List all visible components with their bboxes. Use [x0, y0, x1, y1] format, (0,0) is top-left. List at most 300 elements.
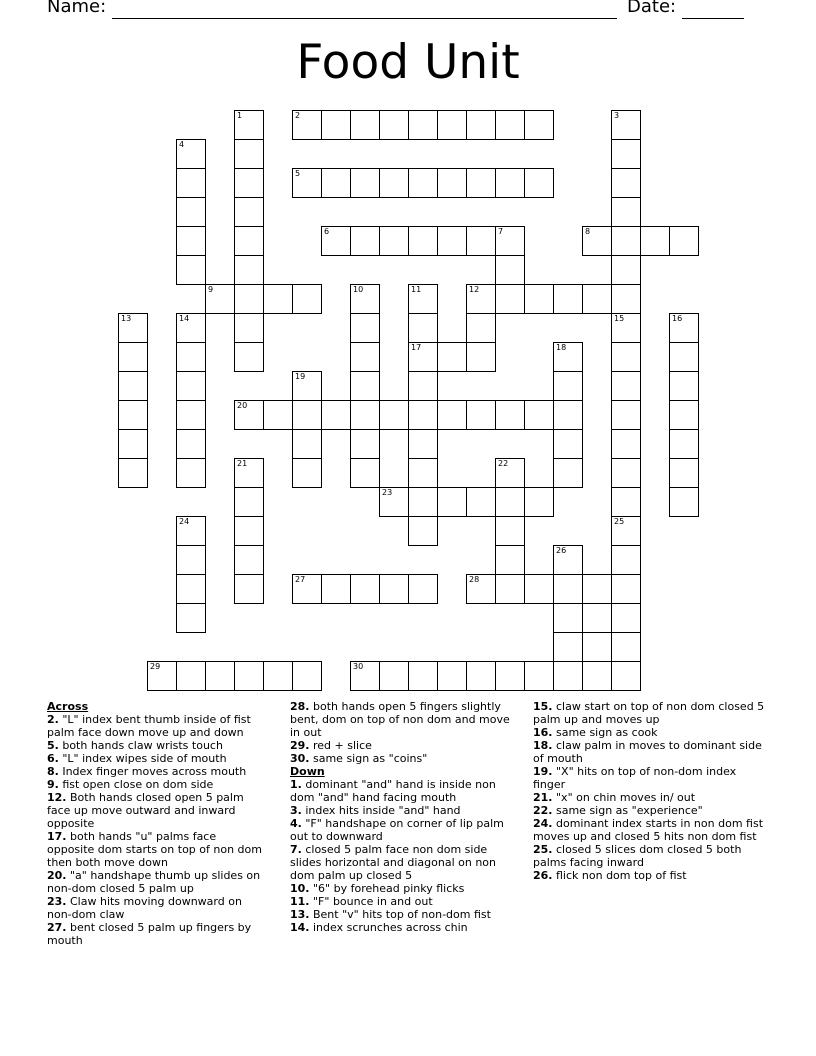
grid-cell[interactable] — [350, 661, 380, 691]
grid-cell[interactable] — [611, 516, 641, 546]
grid-cell[interactable] — [176, 661, 206, 691]
grid-cell[interactable] — [408, 661, 438, 691]
grid-cell[interactable] — [437, 168, 467, 198]
grid-cell[interactable] — [437, 110, 467, 140]
clue-number: 26. — [533, 869, 553, 882]
clues-column-3 — [533, 700, 765, 882]
clue-item — [533, 843, 765, 869]
clue-number: 27. — [47, 921, 67, 934]
grid-cell[interactable] — [350, 429, 380, 459]
grid-cell[interactable] — [147, 661, 177, 691]
cell-number: 19 — [295, 372, 306, 381]
grid-cell[interactable] — [640, 226, 670, 256]
clue-text: dominant "and" hand is inside non dom "and" hand facing mouth — [290, 778, 496, 804]
clue-number: 19. — [533, 765, 553, 778]
grid-cell[interactable] — [611, 226, 641, 256]
clue-text: "a" handshape thumb up slides on non-dom closed 5 palm up — [47, 869, 261, 895]
clue-text: "x" on chin moves in/ out — [552, 791, 696, 804]
cell-number: 23 — [382, 488, 393, 497]
grid-cell[interactable] — [495, 110, 525, 140]
grid-cell[interactable] — [408, 458, 438, 488]
grid-cell[interactable] — [379, 226, 409, 256]
clue-text: "F" handshape on corner of lip palm out to downward — [290, 817, 504, 843]
grid-cell[interactable] — [553, 661, 583, 691]
grid-cell[interactable] — [205, 284, 235, 314]
grid-cell[interactable] — [350, 110, 380, 140]
grid-cell[interactable] — [205, 661, 235, 691]
clue-item — [290, 921, 520, 934]
grid-cell[interactable] — [495, 284, 525, 314]
grid-cell[interactable] — [234, 284, 264, 314]
grid-cell[interactable] — [118, 400, 148, 430]
clue-number: 10. — [290, 882, 310, 895]
clue-number: 11. — [290, 895, 310, 908]
grid-cell[interactable] — [176, 371, 206, 401]
grid-cell[interactable] — [524, 400, 554, 430]
clue-number: 9. — [47, 778, 59, 791]
clue-text: closed 5 slices dom closed 5 both palms facing inward — [533, 843, 742, 869]
grid-cell[interactable] — [466, 342, 496, 372]
grid-cell[interactable] — [669, 487, 699, 517]
grid-cell[interactable] — [350, 168, 380, 198]
grid-cell[interactable] — [292, 458, 322, 488]
clue-item — [290, 843, 520, 882]
clue-number: 8. — [47, 765, 59, 778]
grid-cell[interactable] — [466, 313, 496, 343]
grid-cell[interactable] — [611, 168, 641, 198]
cell-number: 10 — [353, 285, 364, 294]
clue-text: Claw hits moving downward on non-dom claw — [47, 895, 242, 921]
cell-number: 9 — [208, 285, 214, 294]
grid-cell[interactable] — [495, 516, 525, 546]
cell-number: 4 — [179, 140, 185, 149]
grid-cell[interactable] — [350, 400, 380, 430]
clues-column-1 — [47, 700, 262, 947]
grid-cell[interactable] — [611, 139, 641, 169]
grid-cell[interactable] — [408, 342, 438, 372]
grid-cell[interactable] — [118, 342, 148, 372]
grid-cell[interactable] — [234, 516, 264, 546]
cell-number: 2 — [295, 111, 301, 120]
grid-cell[interactable] — [437, 400, 467, 430]
grid-cell[interactable] — [466, 661, 496, 691]
grid-cell[interactable] — [524, 574, 554, 604]
clue-item — [533, 765, 765, 791]
grid-cell[interactable] — [524, 284, 554, 314]
grid-cell[interactable] — [350, 226, 380, 256]
clue-item — [533, 817, 765, 843]
grid-cell[interactable] — [611, 458, 641, 488]
grid-cell[interactable] — [611, 255, 641, 285]
clue-text: "6" by forehead pinky flicks — [309, 882, 465, 895]
grid-cell[interactable] — [408, 516, 438, 546]
grid-cell[interactable] — [437, 342, 467, 372]
grid-cell[interactable] — [292, 661, 322, 691]
grid-cell[interactable] — [408, 371, 438, 401]
clue-number: 30. — [290, 752, 310, 765]
cell-number: 30 — [353, 662, 364, 671]
grid-cell[interactable] — [292, 371, 322, 401]
clue-text: "X" hits on top of non-dom index finger — [533, 765, 737, 791]
clue-number: 29. — [290, 739, 310, 752]
cell-number: 11 — [411, 285, 422, 294]
name-label: Name: — [47, 0, 107, 17]
grid-cell[interactable] — [611, 371, 641, 401]
grid-cell[interactable] — [553, 603, 583, 633]
grid-cell[interactable] — [611, 632, 641, 662]
grid-cell[interactable] — [176, 429, 206, 459]
grid-cell[interactable] — [234, 545, 264, 575]
grid-cell[interactable] — [611, 603, 641, 633]
grid-cell[interactable] — [611, 110, 641, 140]
clue-text: index hits inside "and" hand — [301, 804, 461, 817]
page-title: Food Unit — [296, 35, 520, 90]
grid-cell[interactable] — [437, 487, 467, 517]
cell-number: 29 — [150, 662, 161, 671]
grid-cell[interactable] — [350, 313, 380, 343]
grid-cell[interactable] — [582, 574, 612, 604]
clue-item — [290, 752, 520, 765]
clue-number: 22. — [533, 804, 553, 817]
clue-item — [290, 817, 520, 843]
grid-cell[interactable] — [408, 429, 438, 459]
grid-cell[interactable] — [234, 139, 264, 169]
grid-cell[interactable] — [524, 110, 554, 140]
clue-number: 24. — [533, 817, 553, 830]
clue-item — [47, 765, 262, 778]
grid-cell[interactable] — [234, 255, 264, 285]
grid-cell[interactable] — [669, 342, 699, 372]
clue-text: closed 5 palm face non dom side slides horizontal and diagonal on non dom palm up closed 5 — [290, 843, 497, 882]
clue-item — [47, 739, 262, 752]
clue-item — [533, 726, 765, 739]
clue-text: Both hands closed open 5 palm face up move outward and inward opposite — [47, 791, 244, 830]
clue-item — [290, 882, 520, 895]
grid-cell[interactable] — [553, 632, 583, 662]
grid-cell[interactable] — [379, 168, 409, 198]
grid-cell[interactable] — [408, 110, 438, 140]
clue-number: 23. — [47, 895, 67, 908]
clue-text: "L" index bent thumb inside of fist palm face down move up and down — [47, 713, 251, 739]
grid-cell[interactable] — [176, 516, 206, 546]
grid-cell[interactable] — [553, 400, 583, 430]
clue-number: 15. — [533, 700, 553, 713]
clue-text: same sign as cook — [552, 726, 658, 739]
cell-number: 3 — [614, 111, 620, 120]
clue-item — [290, 739, 520, 752]
grid-cell[interactable] — [524, 487, 554, 517]
grid-cell[interactable] — [234, 458, 264, 488]
cell-number: 8 — [585, 227, 591, 236]
grid-cell[interactable] — [466, 110, 496, 140]
clue-number: 28. — [290, 700, 310, 713]
grid-cell[interactable] — [611, 574, 641, 604]
clue-number: 1. — [290, 778, 302, 791]
clue-item — [290, 778, 520, 804]
grid-cell[interactable] — [118, 458, 148, 488]
grid-cell[interactable] — [176, 226, 206, 256]
cell-number: 21 — [237, 459, 248, 468]
grid-cell[interactable] — [553, 429, 583, 459]
grid-cell[interactable] — [495, 574, 525, 604]
clue-number: 5. — [47, 739, 59, 752]
grid-cell[interactable] — [350, 342, 380, 372]
grid-cell[interactable] — [321, 574, 351, 604]
clue-text: red + slice — [309, 739, 372, 752]
clue-text: fist open close on dom side — [58, 778, 214, 791]
cell-number: 6 — [324, 227, 330, 236]
grid-cell[interactable] — [263, 400, 293, 430]
clue-item — [47, 921, 262, 947]
grid-cell[interactable] — [553, 284, 583, 314]
grid-cell[interactable] — [553, 458, 583, 488]
grid-cell[interactable] — [524, 661, 554, 691]
grid-cell[interactable] — [611, 487, 641, 517]
grid-cell[interactable] — [118, 313, 148, 343]
clue-number: 6. — [47, 752, 59, 765]
clue-number: 25. — [533, 843, 553, 856]
grid-cell[interactable] — [553, 371, 583, 401]
clue-item — [290, 895, 520, 908]
grid-cell[interactable] — [495, 545, 525, 575]
grid-cell[interactable] — [234, 313, 264, 343]
grid-cell[interactable] — [176, 168, 206, 198]
clue-text: both hands "u" palms face opposite dom starts on top of non dom then both move down — [47, 830, 262, 869]
grid-cell[interactable] — [669, 429, 699, 459]
grid-cell[interactable] — [292, 284, 322, 314]
cell-number: 27 — [295, 575, 306, 584]
cell-number: 14 — [179, 314, 190, 323]
clue-item — [47, 895, 262, 921]
grid-cell[interactable] — [292, 574, 322, 604]
cell-number: 17 — [411, 343, 422, 352]
grid-cell[interactable] — [234, 226, 264, 256]
grid-cell[interactable] — [495, 168, 525, 198]
clue-text: "L" index wipes side of mouth — [58, 752, 227, 765]
clue-text: "F" bounce in and out — [309, 895, 433, 908]
grid-cell[interactable] — [321, 226, 351, 256]
grid-cell[interactable] — [611, 284, 641, 314]
clue-number: 21. — [533, 791, 553, 804]
grid-cell[interactable] — [234, 487, 264, 517]
grid-cell[interactable] — [408, 487, 438, 517]
grid-cell[interactable] — [669, 313, 699, 343]
grid-cell[interactable] — [292, 168, 322, 198]
grid-cell[interactable] — [321, 400, 351, 430]
grid-cell[interactable] — [176, 603, 206, 633]
grid-cell[interactable] — [466, 487, 496, 517]
clue-item — [47, 778, 262, 791]
grid-cell[interactable] — [408, 226, 438, 256]
cell-number: 12 — [469, 285, 480, 294]
clues-column-2 — [290, 700, 520, 934]
clue-text: both hands claw wrists touch — [58, 739, 223, 752]
grid-cell[interactable] — [176, 574, 206, 604]
grid-cell[interactable] — [379, 110, 409, 140]
grid-cell[interactable] — [176, 139, 206, 169]
clue-number: 14. — [290, 921, 310, 934]
grid-cell[interactable] — [263, 661, 293, 691]
grid-cell[interactable] — [553, 574, 583, 604]
grid-cell[interactable] — [292, 400, 322, 430]
grid-cell[interactable] — [234, 661, 264, 691]
grid-cell[interactable] — [495, 661, 525, 691]
grid-cell[interactable] — [350, 574, 380, 604]
clue-number: 12. — [47, 791, 67, 804]
cell-number: 25 — [614, 517, 625, 526]
grid-cell[interactable] — [350, 284, 380, 314]
clue-item — [47, 830, 262, 869]
grid-cell[interactable] — [350, 371, 380, 401]
grid-cell[interactable] — [495, 458, 525, 488]
grid-cell[interactable] — [321, 168, 351, 198]
clue-text: dominant index starts in non dom fist moves up and closed 5 hits non dom fist — [533, 817, 764, 843]
grid-cell[interactable] — [263, 284, 293, 314]
clue-item — [533, 739, 765, 765]
clue-item — [533, 791, 765, 804]
clue-item — [533, 804, 765, 817]
clue-number: 18. — [533, 739, 553, 752]
grid-cell[interactable] — [524, 168, 554, 198]
grid-cell[interactable] — [234, 400, 264, 430]
grid-cell[interactable] — [234, 168, 264, 198]
grid-cell[interactable] — [611, 342, 641, 372]
clue-text: Index finger moves across mouth — [58, 765, 247, 778]
clue-number: 13. — [290, 908, 310, 921]
grid-cell[interactable] — [234, 110, 264, 140]
cell-number: 15 — [614, 314, 625, 323]
grid-cell[interactable] — [292, 429, 322, 459]
grid-cell[interactable] — [408, 574, 438, 604]
clue-text: same sign as "coins" — [309, 752, 428, 765]
grid-cell[interactable] — [176, 458, 206, 488]
grid-cell[interactable] — [466, 574, 496, 604]
cell-number: 26 — [556, 546, 567, 555]
grid-cell[interactable] — [176, 197, 206, 227]
grid-cell[interactable] — [118, 429, 148, 459]
clue-text: flick non dom top of fist — [552, 869, 687, 882]
clue-number: 4. — [290, 817, 302, 830]
grid-cell[interactable] — [611, 661, 641, 691]
grid-cell[interactable] — [669, 371, 699, 401]
grid-cell[interactable] — [582, 226, 612, 256]
grid-cell[interactable] — [234, 574, 264, 604]
cell-number: 28 — [469, 575, 480, 584]
grid-cell[interactable] — [466, 284, 496, 314]
grid-cell[interactable] — [176, 545, 206, 575]
clue-item — [47, 869, 262, 895]
clue-item — [290, 804, 520, 817]
grid-cell[interactable] — [495, 487, 525, 517]
grid-cell[interactable] — [466, 400, 496, 430]
clue-item — [47, 752, 262, 765]
grid-cell[interactable] — [669, 226, 699, 256]
grid-cell[interactable] — [466, 226, 496, 256]
grid-cell[interactable] — [176, 313, 206, 343]
grid-cell[interactable] — [495, 255, 525, 285]
grid-cell[interactable] — [379, 661, 409, 691]
grid-cell[interactable] — [234, 342, 264, 372]
grid-cell[interactable] — [582, 284, 612, 314]
clue-text: same sign as "experience" — [552, 804, 703, 817]
grid-cell[interactable] — [408, 168, 438, 198]
grid-cell[interactable] — [582, 632, 612, 662]
grid-cell[interactable] — [466, 168, 496, 198]
cell-number: 13 — [121, 314, 132, 323]
grid-cell[interactable] — [408, 313, 438, 343]
cell-number: 20 — [237, 401, 248, 410]
grid-cell[interactable] — [408, 284, 438, 314]
cell-number: 7 — [498, 227, 504, 236]
clue-text: claw start on top of non dom closed 5 palm up and moves up — [533, 700, 765, 726]
grid-cell[interactable] — [408, 400, 438, 430]
grid-cell[interactable] — [321, 110, 351, 140]
clue-section-heading: Across — [47, 700, 89, 713]
grid-cell[interactable] — [495, 226, 525, 256]
grid-cell[interactable] — [611, 429, 641, 459]
grid-cell[interactable] — [611, 400, 641, 430]
grid-cell[interactable] — [611, 197, 641, 227]
clue-item — [47, 791, 262, 830]
clue-number: 20. — [47, 869, 67, 882]
grid-cell[interactable] — [669, 458, 699, 488]
clue-number: 3. — [290, 804, 302, 817]
grid-cell[interactable] — [582, 661, 612, 691]
grid-cell[interactable] — [176, 400, 206, 430]
clue-text: bent closed 5 palm up fingers by mouth — [47, 921, 252, 947]
grid-cell[interactable] — [379, 400, 409, 430]
date-label: Date: — [627, 0, 677, 17]
cell-number: 24 — [179, 517, 190, 526]
grid-cell[interactable] — [118, 371, 148, 401]
grid-cell[interactable] — [611, 313, 641, 343]
clue-item — [290, 700, 520, 739]
grid-cell[interactable] — [437, 661, 467, 691]
clue-number: 17. — [47, 830, 67, 843]
grid-cell[interactable] — [292, 110, 322, 140]
cell-number: 5 — [295, 169, 301, 178]
clue-text: both hands open 5 fingers slightly bent, dom on top of non dom and move in out — [290, 700, 510, 739]
cell-number: 1 — [237, 111, 243, 120]
clue-number: 2. — [47, 713, 59, 726]
grid-cell[interactable] — [379, 574, 409, 604]
cell-number: 16 — [672, 314, 683, 323]
grid-cell[interactable] — [350, 458, 380, 488]
grid-cell[interactable] — [379, 487, 409, 517]
clue-item — [533, 869, 765, 882]
grid-cell[interactable] — [234, 197, 264, 227]
clue-text: index scrunches across chin — [309, 921, 468, 934]
clue-text: Bent "v" hits top of non-dom fist — [309, 908, 491, 921]
grid-cell[interactable] — [553, 545, 583, 575]
grid-cell[interactable] — [669, 400, 699, 430]
cell-number: 22 — [498, 459, 509, 468]
clue-text: claw palm in moves to dominant side of mouth — [533, 739, 762, 765]
grid-cell[interactable] — [495, 400, 525, 430]
grid-cell[interactable] — [437, 226, 467, 256]
clue-number: 16. — [533, 726, 553, 739]
grid-cell[interactable] — [176, 342, 206, 372]
clue-item — [290, 908, 520, 921]
clue-item — [47, 713, 262, 739]
clue-number: 7. — [290, 843, 302, 856]
grid-cell[interactable] — [553, 342, 583, 372]
grid-cell[interactable] — [611, 545, 641, 575]
clue-section-heading: Down — [290, 765, 325, 778]
grid-cell[interactable] — [176, 255, 206, 285]
clue-item — [533, 700, 765, 726]
cell-number: 18 — [556, 343, 567, 352]
